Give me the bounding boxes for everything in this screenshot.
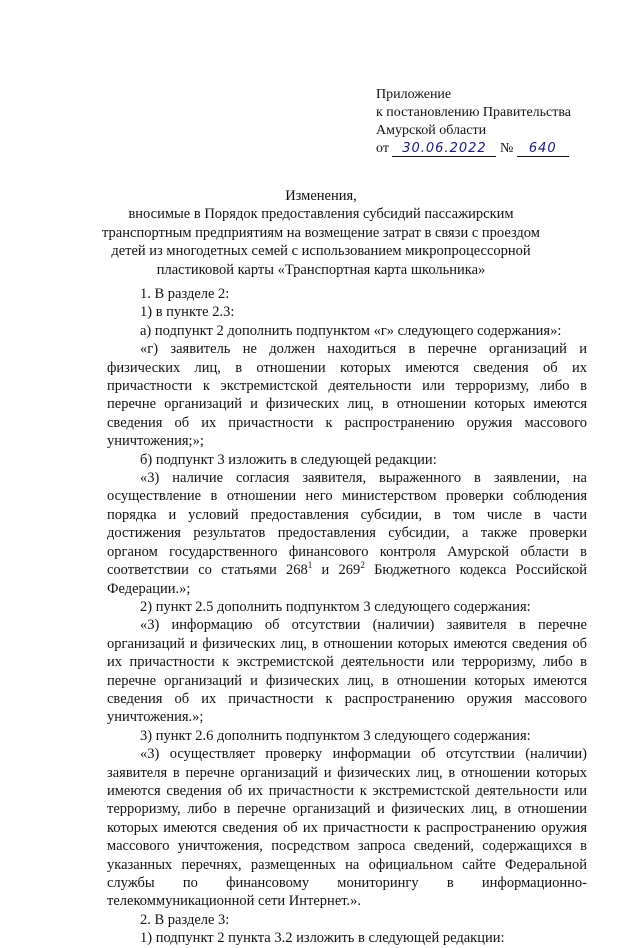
subitem-3-mid: и 269 — [312, 562, 361, 579]
document-title — [96, 187, 546, 279]
item-2-5-text: «3) информацию об отсутствии (наличии) заявителя в перечне организаций и физических лиц, в отношении которых имеются сведения об их причастности к экстремистской деятельности или терроризму, либо в перечне организаций и физических лиц, в отношении которых имеются сведения об их причастности к распространению оружия массового уничтожения.»; — [107, 617, 587, 726]
item-2-6-text: «3) осуществляет проверку информации об отсутствии (наличии) заявителя в перечне организаций и физических лиц, в отношении которых имеются сведения об их причастности к экстремистской деятельности или терроризму, либо в перечне организаций и физических лиц, в отношении которых имеются сведения об их причастности к распространению оружия массового уничтожения, посредством запроса сведений, содержащихся в указанных перечнях, размещенных на официальном сайте Федеральной службы по финансовому мониторингу в информационно-телекоммуникационной сети Интернет.». — [107, 746, 587, 910]
superscript-1: 1 — [307, 560, 313, 571]
appendix-block — [376, 86, 626, 158]
title-subtitle: вносимые в Порядок предоставления субсидий пассажирским транспортным предприятиям на возмещение затрат в связи с проездом детей из многодетных семей с использованием микропроцессорной пластиковой карты «Транспортная карта школьника» — [102, 206, 540, 278]
appendix-label: Приложение — [376, 87, 452, 102]
title-heading: Изменения, — [285, 188, 357, 204]
item-3-2-heading: 1) подпункт 2 пункта 3.2 изложить в следующей редакции: — [140, 930, 505, 947]
subitem-3-end: Бюджетного кодекса Российской Федерации.»; — [107, 562, 588, 597]
document-body — [107, 285, 587, 948]
date-prefix: от — [376, 141, 389, 156]
appendix-region-line: Амурской области — [376, 123, 487, 138]
section-2-heading: 1. В разделе 2: — [140, 286, 230, 302]
subitem-b: б) подпункт 3 изложить в следующей редакции: — [140, 451, 437, 468]
subitem-a: а) подпункт 2 дополнить подпунктом «г» следующего содержания»: — [140, 322, 562, 339]
date-field — [392, 142, 496, 157]
appendix-resolution-line: к постановлению Правительства — [376, 105, 572, 120]
item-2-5-heading: 2) пункт 2.5 дополнить подпунктом 3 следующего содержания: — [140, 598, 531, 615]
superscript-2: 2 — [360, 560, 365, 571]
item-2-6-heading: 3) пункт 2.6 дополнить подпунктом 3 следующего содержания: — [140, 727, 531, 744]
subitem-3-main: «3) наличие согласия заявителя, выраженного в заявлении, на осуществление в отношении него министерством проверки соблюдения порядка и условий предоставления субсидии, в том числе в части достижения результатов предоставления субсидии, а также проверки органом государственного финансового контроля Амурской области в соответствии со статьями 268 — [107, 470, 587, 579]
number-field — [517, 142, 569, 157]
subitem-3-text — [107, 469, 587, 598]
item-2-3-heading: 1) в пункте 2.3: — [140, 304, 235, 321]
number-prefix: № — [499, 141, 514, 156]
subitem-g-text: «г) заявитель не должен находиться в перечне организаций и физических лиц, в отношении которых имеются сведения об их причастности к экстремистской деятельности или терроризму, либо в перечне организаций и физических лиц, в отношении которых имеются сведения об их причастности к распространению оружия массового уничтожения;»; — [107, 341, 587, 450]
handwritten-date: 30.06.2022 — [402, 141, 487, 156]
appendix-date-line — [376, 140, 626, 158]
handwritten-number: 640 — [528, 141, 557, 156]
section-3-heading: 2. В разделе 3: — [140, 911, 230, 928]
